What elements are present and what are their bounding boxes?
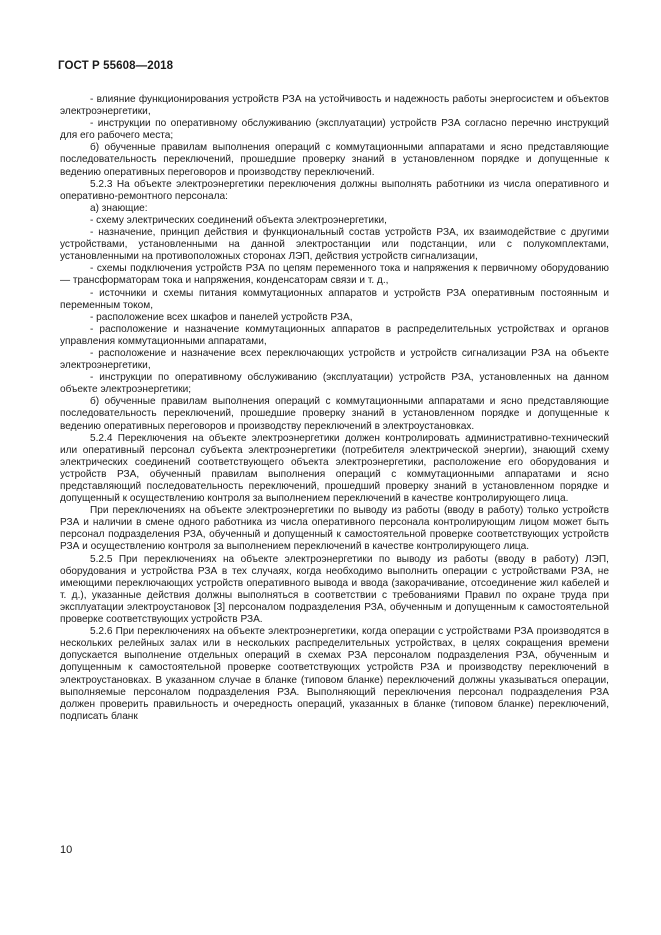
- paragraph: 5.2.4 Переключения на объекте электроэнергетики должен контролировать административно-технический или оперативный персонал субъекта электроэнергетики (потребителя электрической энергии), знающий схему электрических соединений соответствующего объекта электроэнергетики, расположение его оборудования и устройств РЗА, обученный правилам выполнения операций с коммутационными аппаратами и ясно представляющий последовательность переключений, прошедший проверку знаний в установленном порядке и допущенный к осуществлению контроля за выполнением переключений в качестве контролирующего лица.: [60, 432, 609, 505]
- paragraph: - схему электрических соединений объекта электроэнергетики,: [90, 214, 387, 226]
- document-body: [60, 94, 609, 723]
- paragraph: - источники и схемы питания коммутационных аппаратов и устройств РЗА оперативным постоянным и переменным током,: [60, 287, 609, 311]
- paragraph: - расположение всех шкафов и панелей устройств РЗА,: [90, 311, 353, 323]
- paragraph: 5.2.5 При переключениях на объекте электроэнергетики по выводу из работы (вводу в работу) ЛЭП, оборудования и устройства РЗА в тех случаях, когда необходимо выполнить операции с устройствами РЗА, не имеющими переключающих устройств оперативного вывода и ввода (закорачивание, отсоединение жил кабелей и т. д.), указанные действия должны выполняться в соответствии с требованиями Правил по охране труда при эксплуатации электроустановок [3] персоналом подразделения РЗА, обученным и допущенным к самостоятельной проверке соответствующих устройств РЗА.: [60, 553, 609, 626]
- paragraph: - инструкции по оперативному обслуживанию (эксплуатации) устройств РЗА согласно перечню инструкций для его рабочего места;: [60, 118, 609, 142]
- paragraph: - расположение и назначение всех переключающих устройств и устройств сигнализации РЗА на объекте электроэнергетики,: [60, 347, 609, 372]
- paragraph: 5.2.6 При переключениях на объекте электроэнергетики, когда операции с устройствами РЗА производятся в нескольких релейных залах или в нескольких распределительных устройствах, в целях сокращения времени допускается выполнение отдельных операций в схемах РЗА персоналом подразделения РЗА, обученным и допущенным к самостоятельной проверке соответствующих устройств РЗА и производству переключений в электроустановках. В указанном случае в бланке (типовом бланке) переключений должны указываться операции, выполняемые персоналом подразделения РЗА. Выполняющий переключения персонал подразделения РЗА должен проверить правильность и очередность операций, указанных в бланке (типовом бланке) переключений, подписать бланк: [60, 626, 609, 722]
- page-number: 10: [60, 844, 73, 856]
- paragraph: б) обученные правилам выполнения операций с коммутационными аппаратами и ясно представляющие последовательность переключений, прошедшие проверку знаний в установленном порядке и допущенные к ведению оперативных переговоров и производству переключений.: [60, 142, 609, 178]
- paragraph: - влияние функционирования устройств РЗА на устойчивость и надежность работы энергосистем и объектов электроэнергетики,: [60, 94, 609, 118]
- paragraph: - расположение и назначение коммутационных аппаратов в распределительных устройствах и органов управления коммутационными аппаратами,: [60, 323, 609, 347]
- paragraph: При переключениях на объекте электроэнергетики по выводу из работы (вводу в работу) только устройств РЗА и наличии в смене одного работника из числа оперативного персонала контролирующим лицом может быть персонал подразделения РЗА, обученный и допущенный к самостоятельной проверке соответствующих устройств РЗА и осуществлению контроля за выполнением переключений в качестве контролирующего лица.: [60, 505, 609, 553]
- paragraph: а) знающие:: [90, 202, 148, 214]
- paragraph: б) обученные правилам выполнения операций с коммутационными аппаратами и ясно представляющие последовательность переключений, прошедшие проверку знаний в установленном порядке и допущенные к ведению оперативных переговоров и производству переключений в электроустановках.: [60, 396, 609, 432]
- document-code-header: ГОСТ Р 55608—2018: [58, 60, 174, 72]
- paragraph: - инструкции по оперативному обслуживанию (эксплуатации) устройств РЗА, установленных на данном объекте электроэнергетики;: [60, 372, 609, 396]
- paragraph: 5.2.3 На объекте электроэнергетики переключения должны выполнять работники из числа оперативного и оперативно-ремонтного персонала:: [60, 178, 609, 202]
- paragraph: - схемы подключения устройств РЗА по цепям переменного тока и напряжения к первичному оборудованию — трансформаторам тока и напряжения, конденсаторам связи и т. д.,: [60, 263, 609, 287]
- paragraph: - назначение, принцип действия и функциональный состав устройств РЗА, их взаимодействие с другими устройствами, установленными на данной электростанции или подстанции, или с полукомплектами, установленными на противоположных сторонах ЛЭП, действия устройств сигнализации,: [60, 227, 609, 263]
